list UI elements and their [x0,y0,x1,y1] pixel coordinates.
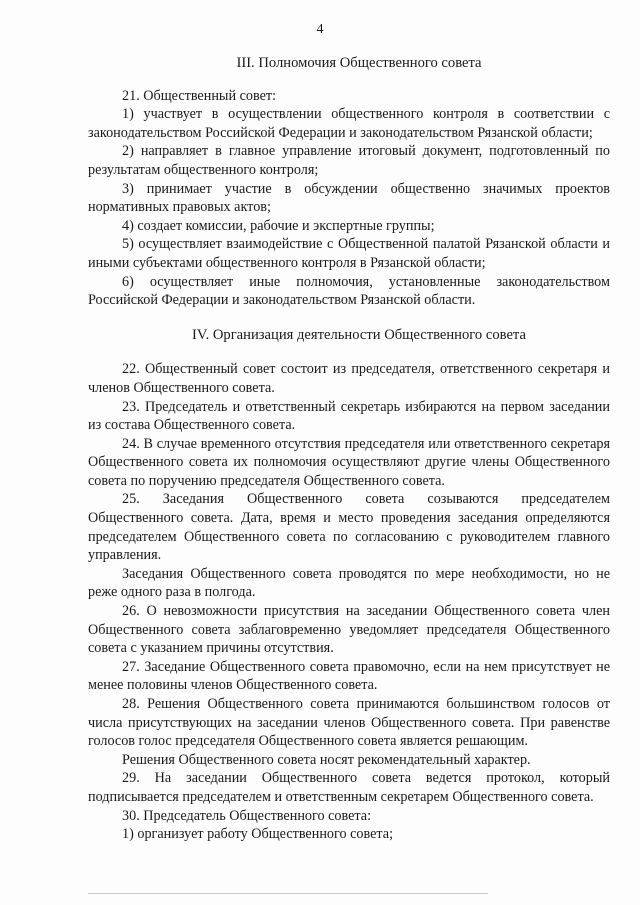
document-body [88,54,610,844]
paragraph: 5) осуществляет взаимодействие с Общественной палатой Рязанской области и иными субъектами общественного контроля в Рязанской области; [88,236,610,271]
paragraph: 27. Заседание Общественного совета правомочно, если на нем присутствует не менее половины членов Общественного совета. [88,658,610,694]
paragraph: 28. Решения Общественного совета принимаются большинством голосов от числа присутствующих на заседании членов Общественного совета. При равенстве голосов голос председателя Общественного совета является решающим. [88,696,610,750]
paragraph: 29. На заседании Общественного совета ведется протокол, который подписывается председателем и ответственным секретарем Общественного совета. [88,770,610,805]
paragraph: Решения Общественного совета носят рекомендательный характер. [122,751,531,768]
paragraph: 2) направляет в главное управление итоговый документ, подготовленный по результатам общественного контроля; [88,143,610,178]
paragraph: 22. Общественный совет состоит из председателя, ответственного секретаря и членов Общественного совета. [88,361,610,396]
paragraph: 23. Председатель и ответственный секретарь избираются на первом заседании из состава Общественного совета. [88,398,610,434]
paragraph: 6) осуществляет иные полномочия, установленные законодательством Российской Федерации и законодательством Рязанской области. [88,273,610,309]
paragraph: 24. В случае временного отсутствия председателя или ответственного секретаря Общественного совета их полномочия осуществляют другие члены Общественного совета по поручению председателя Общественного совета. [88,435,610,489]
paragraph: 25. Заседания Общественного совета созываются председателем Общественного совета. Дата, время и место проведения заседания определяются председателем Общественного совета по согласованию с руководителем главного управления. [88,491,610,564]
paragraph: 3) принимает участие в обсуждении общественно значимых проектов нормативных правовых актов; [88,180,610,216]
page-number: 4 [316,22,324,37]
paragraph: Заседания Общественного совета проводятся по мере необходимости, но не реже одного раза в полгода. [88,565,610,601]
paragraph: 4) создает комиссии, рабочие и экспертные группы; [122,217,435,234]
paragraph: 21. Общественный совет: [122,87,277,104]
section-heading-iv: IV. Организация деятельности Общественного совета [192,326,526,343]
page-edge-divider [88,893,488,894]
paragraph: 26. О невозможности присутствия на заседании Общественного совета член Общественного совета заблаговременно уведомляет председателя Общественного совета с указанием причины отсутствия. [88,603,610,657]
paragraph: 1) участвует в осуществлении общественного контроля в соответствии с законодательством Российской Федерации и законодательством Рязанской области; [88,106,610,141]
section-heading-iii: III. Полномочия Общественного совета [236,55,482,71]
paragraph: 30. Председатель Общественного совета: [122,807,372,824]
paragraph: 1) организует работу Общественного совета; [122,826,394,843]
